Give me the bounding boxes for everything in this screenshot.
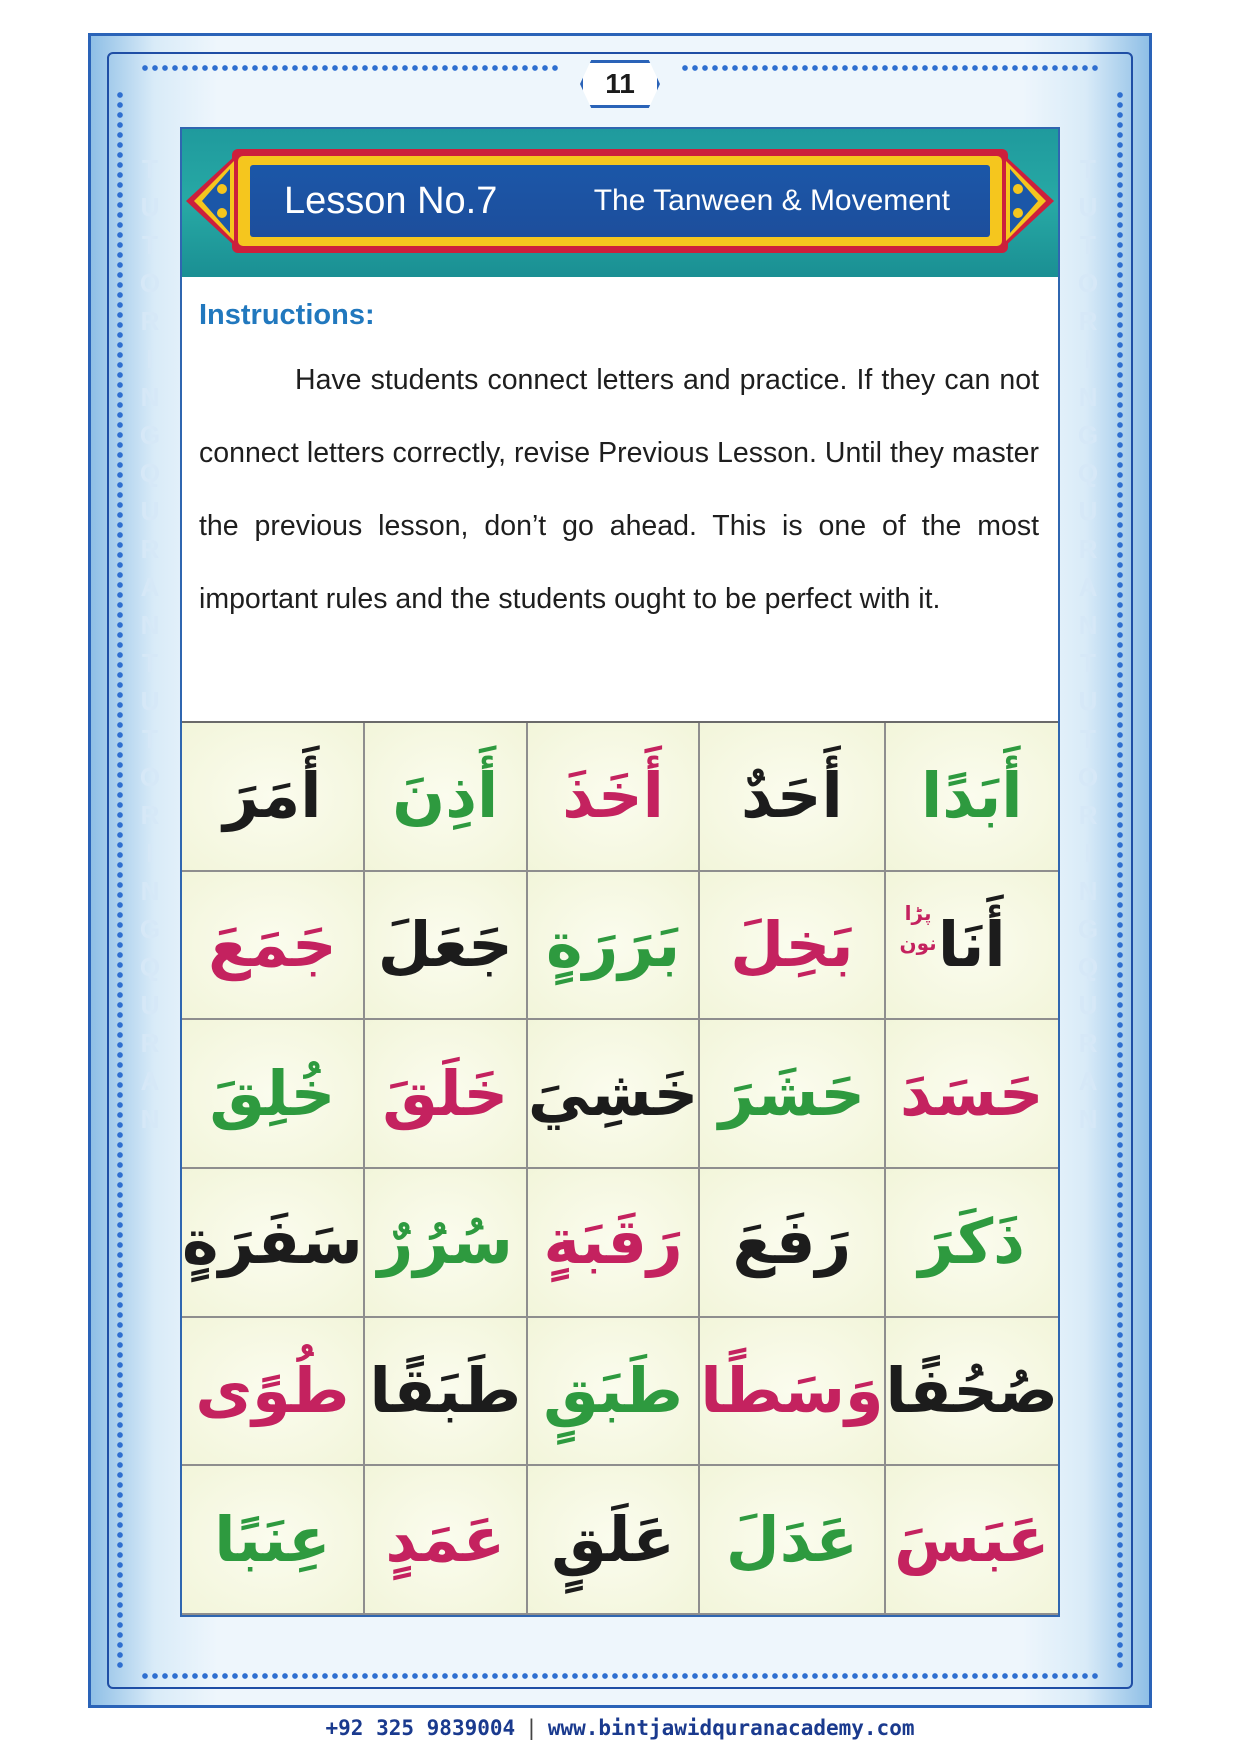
word-note [900, 898, 937, 958]
word-note-top: پڑا [904, 900, 932, 925]
arabic-word: رَفَعَ [732, 1205, 852, 1279]
arabic-word: خَلَقَ [382, 1056, 509, 1130]
arabic-word: وَسَطًا [700, 1353, 884, 1427]
arabic-word: أَمَرَ [223, 759, 322, 833]
word-cell [363, 872, 526, 1021]
arabic-word: عَبَسَ [894, 1502, 1050, 1576]
arabic-word: سَفَرَةٍ [182, 1205, 363, 1279]
footer-contact [0, 1716, 1240, 1740]
page-number: 11 [605, 68, 635, 99]
arabic-word: حَشَرَ [718, 1056, 866, 1130]
banner-title-bar [250, 165, 990, 237]
bead-border-left [116, 90, 124, 1670]
side-watermark-left: TUTORING QURAN TUTORING QURAN [139, 154, 161, 1134]
arabic-word: جَعَلَ [377, 907, 513, 981]
word-cell [182, 723, 363, 872]
word-cell [698, 872, 883, 1021]
bead-border-top-left [140, 64, 560, 72]
content-page [180, 127, 1060, 1617]
arabic-word: جَمَعَ [208, 907, 337, 981]
arabic-word: عِنَبًا [214, 1502, 331, 1576]
word-cell [884, 1466, 1059, 1615]
banner-ornament-right-icon [1002, 149, 1058, 253]
word-cell [698, 1318, 883, 1467]
lesson-banner [182, 129, 1058, 277]
arabic-word: بَرَرَةٍ [545, 907, 681, 981]
word-cell [182, 1020, 363, 1169]
word-cell [182, 1466, 363, 1615]
word-cell [363, 1020, 526, 1169]
word-cell [182, 872, 363, 1021]
page-number-badge [580, 60, 660, 108]
arabic-word: رَقَبَةٍ [543, 1205, 683, 1279]
arabic-word: عَمَدٍ [385, 1502, 506, 1576]
arabic-word: عَدَلَ [725, 1502, 858, 1576]
arabic-word: خَشِيَ [527, 1056, 699, 1130]
word-cell [698, 723, 883, 872]
arabic-word: طَبَقًا [369, 1353, 522, 1427]
side-watermark-right: TUTORING QURAN TUTORING QURAN [1077, 154, 1099, 1134]
lesson-title: Lesson No.7 [284, 179, 498, 222]
word-cell [182, 1169, 363, 1318]
word-cell [363, 1318, 526, 1467]
arabic-word: طُوًى [195, 1353, 350, 1427]
arabic-word: خُلِقَ [209, 1056, 336, 1130]
arabic-word: أَبَدًا [920, 759, 1023, 833]
arabic-word: أَنَا [937, 907, 1006, 981]
bead-border-right [1116, 90, 1124, 1670]
word-cell [698, 1466, 883, 1615]
instructions-heading: Instructions: [199, 299, 375, 331]
arabic-word: صُحُفًا [885, 1353, 1058, 1427]
arabic-word: سُرُرٌ [377, 1205, 513, 1279]
bead-border-top-right [680, 64, 1100, 72]
lesson-topic: The Tanween & Movement [593, 184, 950, 217]
bead-border-bottom [140, 1672, 1100, 1680]
arabic-word: طَبَقٍ [543, 1353, 683, 1427]
word-note-bottom: نون [899, 930, 937, 955]
word-cell [884, 1169, 1059, 1318]
arabic-word-grid [182, 721, 1058, 1615]
arabic-word: أَذِنَ [392, 759, 499, 833]
footer-separator: | [525, 1716, 538, 1740]
word-cell [363, 1169, 526, 1318]
word-cell [526, 723, 699, 872]
banner-ornament-left-icon [182, 149, 238, 253]
word-cell [884, 1020, 1059, 1169]
arabic-word: أَحَدٌ [741, 759, 843, 833]
word-cell [698, 1169, 883, 1318]
word-cell [526, 1020, 699, 1169]
arabic-word: أَخَذَ [562, 759, 664, 833]
word-cell [526, 1169, 699, 1318]
arabic-word: عَلَقٍ [551, 1502, 675, 1576]
word-cell [884, 872, 1059, 1021]
word-cell [698, 1020, 883, 1169]
word-cell [526, 1466, 699, 1615]
word-cell [526, 872, 699, 1021]
footer-website[interactable]: www.bintjawidquranacademy.com [547, 1716, 915, 1740]
word-cell [884, 723, 1059, 872]
footer-phone: +92 325 9839004 [325, 1716, 516, 1740]
instructions-text: Have students connect letters and practice. If they can not connect letters correctly, revise Previous Lesson. Until they master the previous lesson, don’t go ahead. This is one of the most important rules and the students ought to be perfect with it. [199, 364, 1039, 615]
word-cell [363, 1466, 526, 1615]
arabic-word: حَسَدَ [899, 1056, 1044, 1130]
word-cell [363, 723, 526, 872]
arabic-word: ذَكَرَ [918, 1205, 1025, 1279]
arabic-word: بَخِلَ [730, 907, 854, 981]
word-cell [182, 1318, 363, 1467]
word-cell [884, 1318, 1059, 1467]
word-cell [526, 1318, 699, 1467]
